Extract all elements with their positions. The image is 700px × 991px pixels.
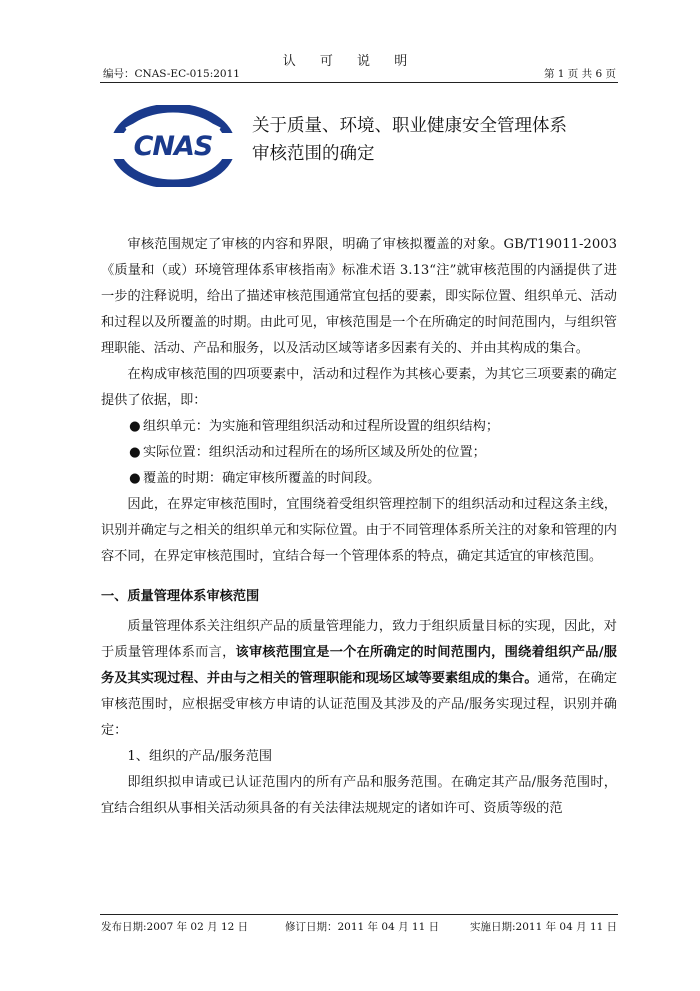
footer-issue-date: 发布日期:2007 年 02 月 12 日: [101, 921, 249, 933]
paragraph-4-intro: 质量管理体系关注组织产品的质量管理能力，致力于组织质量目标的实现，因此，对于质量管理体系而言，: [101, 619, 617, 660]
cnas-logo: [112, 105, 234, 187]
header-divider: [100, 82, 618, 83]
section-heading-1: 一、质量管理体系审核范围: [101, 589, 260, 604]
bullet-item: [101, 440, 617, 466]
paragraph-4-rest: 通常，在确定审核范围时，应根据受审核方申请的认证范围及其涉及的产品/服务实现过程，识别并确定：: [101, 671, 618, 738]
document-title: [252, 112, 567, 168]
page-info: 第 1 页 共 6 页: [543, 68, 616, 80]
bullet-item: [101, 414, 617, 440]
footer-revise-date: 修订日期：2011 年 04 月 11 日: [285, 921, 440, 933]
paragraph-3: 因此，在界定审核范围时，宜围绕着受组织管理控制下的组织活动和过程这条主线，识别并确定与之相关的组织单元和实际位置。由于不同管理体系所关注的对象和管理的内容不同，在界定审核范围时，宜结合每一个管理体系的特点，确定其适宜的审核范围。: [101, 497, 617, 564]
bullet-icon: ●: [129, 419, 141, 434]
paragraph-1: 审核范围规定了审核的内容和界限，明确了审核拟覆盖的对象。GB/T19011-2003《质量和（或）环境管理体系审核指南》标准术语 3.13“注”就审核范围的内涵提供了进一步的注释说明，给出了描述审核范围通常宜包括的要素，即实际位置、组织单元、活动和过程以及所覆盖的时期。由此可见，审核范围是一个在所确定的时间范围内，与组织管理职能、活动、产品和服务，以及活动区域等诸多因素有关的、并由其构成的集合。: [101, 237, 617, 356]
paragraph-4: [101, 614, 617, 744]
paragraph-5: 即组织拟申请或已认证范围内的所有产品和服务范围。在确定其产品/服务范围时，宜结合组织从事相关活动须具备的有关法律法规规定的诸如许可、资质等级的范: [101, 775, 617, 816]
title-line-1: 关于质量、环境、职业健康安全管理体系: [252, 116, 567, 136]
document-body: [101, 232, 617, 822]
subheading-1: 1、组织的产品/服务范围: [127, 749, 273, 764]
bullet-text: 组织单元：为实施和管理组织活动和过程所设置的组织结构；: [143, 419, 500, 434]
paragraph-4-emphasis: 该审核范围宜是一个在所确定的时间范围内，围绕着组织产品/服务及其实现过程、并由与之相关的管理职能和现场区域等要素组成的集合。: [101, 645, 617, 686]
title-line-2: 审核范围的确定: [252, 144, 375, 164]
bullet-text: 实际位置：组织活动和过程所在的场所区域及所处的位置；: [143, 445, 486, 460]
bullet-icon: ●: [129, 445, 141, 460]
logo-text: CNAS: [133, 131, 213, 162]
bullet-item: [101, 466, 617, 492]
footer-effective-date: 实施日期:2011 年 04 月 11 日: [470, 921, 618, 933]
page-header-title: 认 可 说 明: [282, 54, 418, 69]
bullet-text: 覆盖的时期：确定审核所覆盖的时间段。: [143, 471, 381, 486]
paragraph-2: 在构成审核范围的四项要素中，活动和过程作为其核心要素，为其它三项要素的确定提供了依据，即：: [101, 367, 617, 408]
bullet-icon: ●: [129, 471, 141, 486]
document-number: 编号：CNAS-EC-015:2011: [103, 68, 240, 80]
footer-divider: [100, 914, 618, 915]
